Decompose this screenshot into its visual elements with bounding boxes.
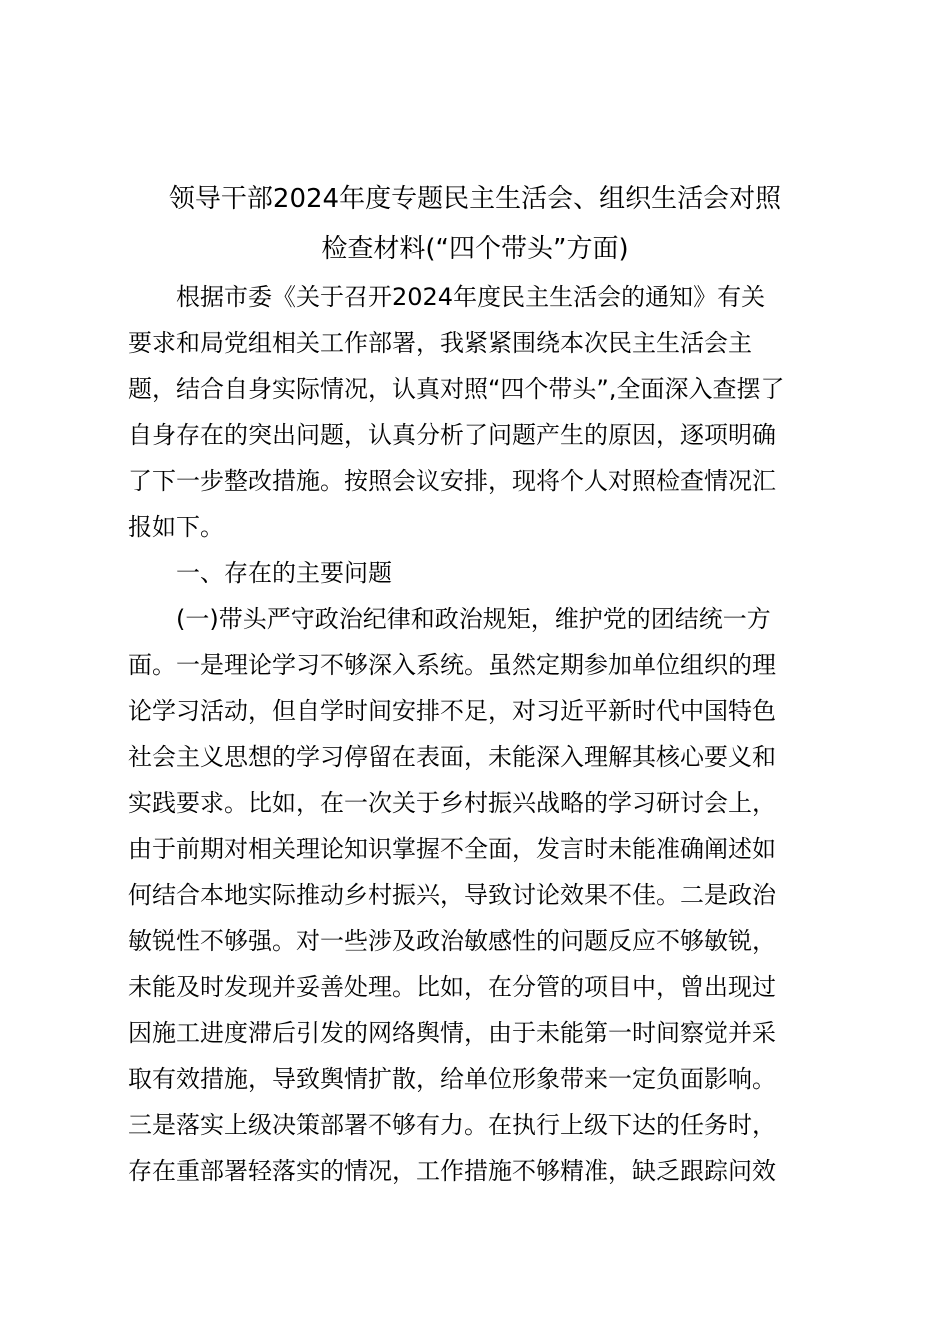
paragraph-line: 要求和局党组相关工作部署，我紧紧围绕本次民主生活会主 — [128, 329, 752, 357]
paragraph-line: 三是落实上级决策部署不够有力。在执行上级下达的任务时， — [128, 1111, 776, 1139]
paragraph-line: 社会主义思想的学习停留在表面，未能深入理解其核心要义和 — [128, 743, 776, 771]
paragraph-line: 面。一是理论学习不够深入系统。虽然定期参加单位组织的理 — [128, 651, 776, 679]
paragraph-line: 未能及时发现并妥善处理。比如，在分管的项目中，曾出现过 — [128, 973, 776, 1001]
document-title-line-1: 领导干部2024年度专题民主生活会、组织生活会对照 — [168, 184, 782, 214]
paragraph-line: (一)带头严守政治纪律和政治规矩，维护党的团结统一方 — [176, 605, 771, 633]
document-title-line-2: 检查材料(“四个带头”方面) — [321, 234, 629, 264]
paragraph-line: 由于前期对相关理论知识掌握不全面，发言时未能准确阐述如 — [128, 835, 776, 863]
paragraph-line: 敏锐性不够强。对一些涉及政治敏感性的问题反应不够敏锐， — [128, 927, 776, 955]
paragraph-line: 论学习活动，但自学时间安排不足，对习近平新时代中国特色 — [128, 697, 776, 725]
paragraph-line: 取有效措施，导致舆情扩散，给单位形象带来一定负面影响。 — [128, 1065, 776, 1093]
paragraph-line: 存在重部署轻落实的情况，工作措施不够精准，缺乏跟踪问效 — [128, 1157, 776, 1185]
section-heading: 一、存在的主要问题 — [176, 559, 392, 587]
paragraph-line: 报如下。 — [128, 513, 224, 541]
paragraph-line: 根据市委《关于召开2024年度民主生活会的通知》有关 — [176, 283, 766, 311]
paragraph-line: 何结合本地实际推动乡村振兴，导致讨论效果不佳。二是政治 — [128, 881, 776, 909]
paragraph-line: 因施工进度滞后引发的网络舆情，由于未能第一时间察觉并采 — [128, 1019, 776, 1047]
paragraph-line: 了下一步整改措施。按照会议安排，现将个人对照检查情况汇 — [128, 467, 776, 495]
paragraph-line: 实践要求。比如，在一次关于乡村振兴战略的学习研讨会上， — [128, 789, 776, 817]
paragraph-line: 自身存在的突出问题，认真分析了问题产生的原因，逐项明确 — [128, 421, 776, 449]
paragraph-line: 题，结合自身实际情况，认真对照“四个带头”,全面深入查摆了 — [128, 375, 785, 403]
